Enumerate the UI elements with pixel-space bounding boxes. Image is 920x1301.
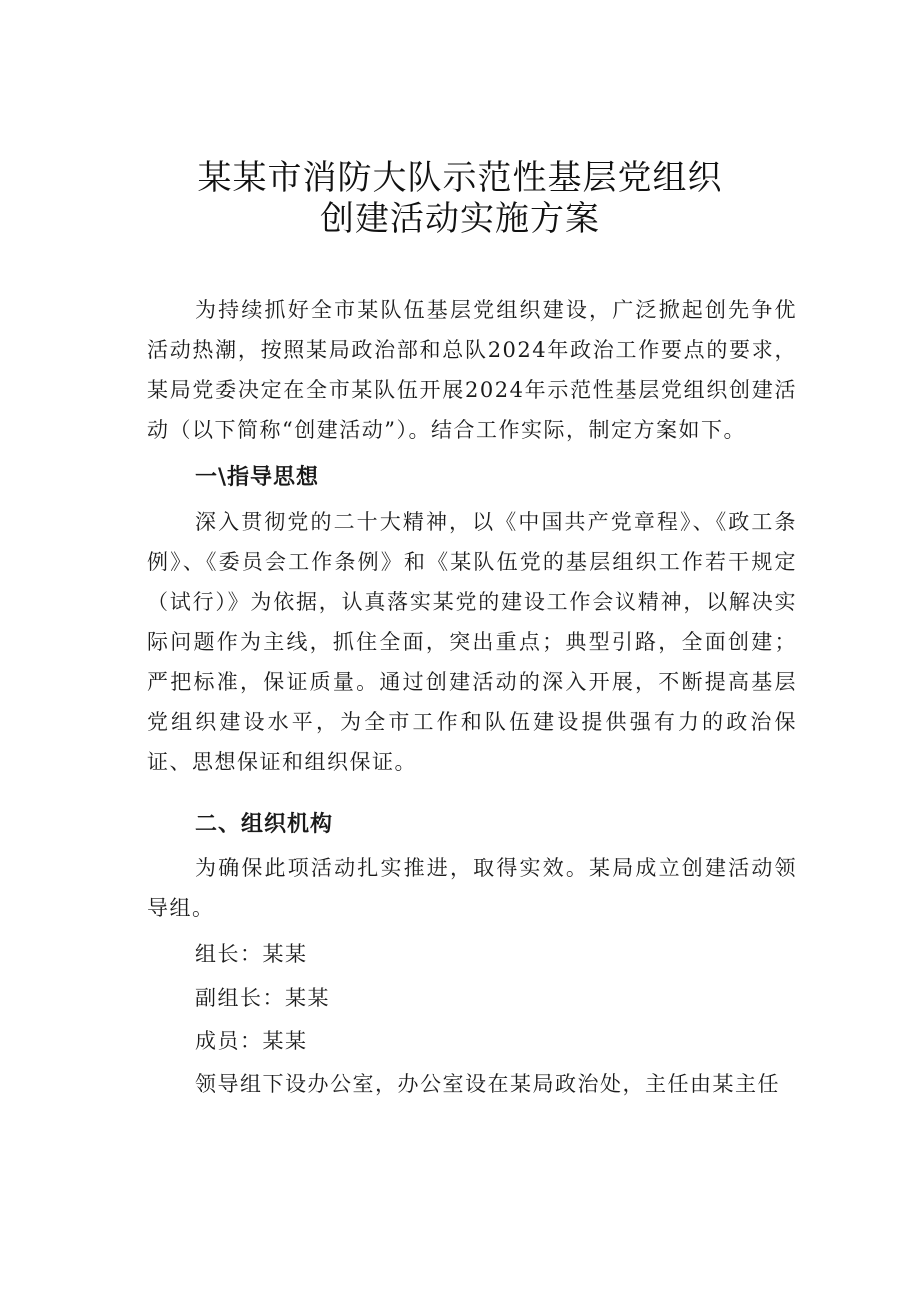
section-2-body: 为确保此项活动扎实推进，取得实效。某局成立创建活动领导组。 — [147, 856, 797, 920]
members-line: 成员：某某 — [195, 1029, 308, 1053]
deputy-leader-line: 副组长：某某 — [195, 986, 330, 1010]
document-title-line-1: 某某市消防大队示范性基层党组织 — [197, 158, 723, 198]
section-1-heading: 一\指导思想 — [195, 465, 320, 490]
intro-paragraph: 为持续抓好全市某队伍基层党组织建设，广泛掀起创先争优活动热潮，按照某局政治部和总队2024年政治工作要点的要求，某局党委决定在全市某队伍开展2024年示范性基层党组织创建活动（以下简称“创建活动”）。结合工作实际，制定方案如下。 — [147, 298, 797, 442]
section-2-heading: 二、组织机构 — [195, 812, 334, 837]
leader-line: 组长：某某 — [195, 942, 308, 966]
section-1-body: 深入贯彻党的二十大精神，以《中国共产党章程》、《政工条例》、《委员会工作条例》和《某队伍党的基层组织工作若干规定（试行）》为依据，认真落实某党的建设工作会议精神，以解决实际问题作为主线，抓住全面，突出重点；典型引路，全面创建；严把标准，保证质量。通过创建活动的深入开展，不断提高基层党组织建设水平，为全市工作和队伍建设提供强有力的政治保证、思想保证和组织保证。 — [147, 510, 797, 774]
document-title-line-2: 创建活动实施方案 — [320, 199, 600, 239]
office-paragraph: 领导组下设办公室，办公室设在某局政治处，主任由某主任 — [195, 1072, 780, 1096]
